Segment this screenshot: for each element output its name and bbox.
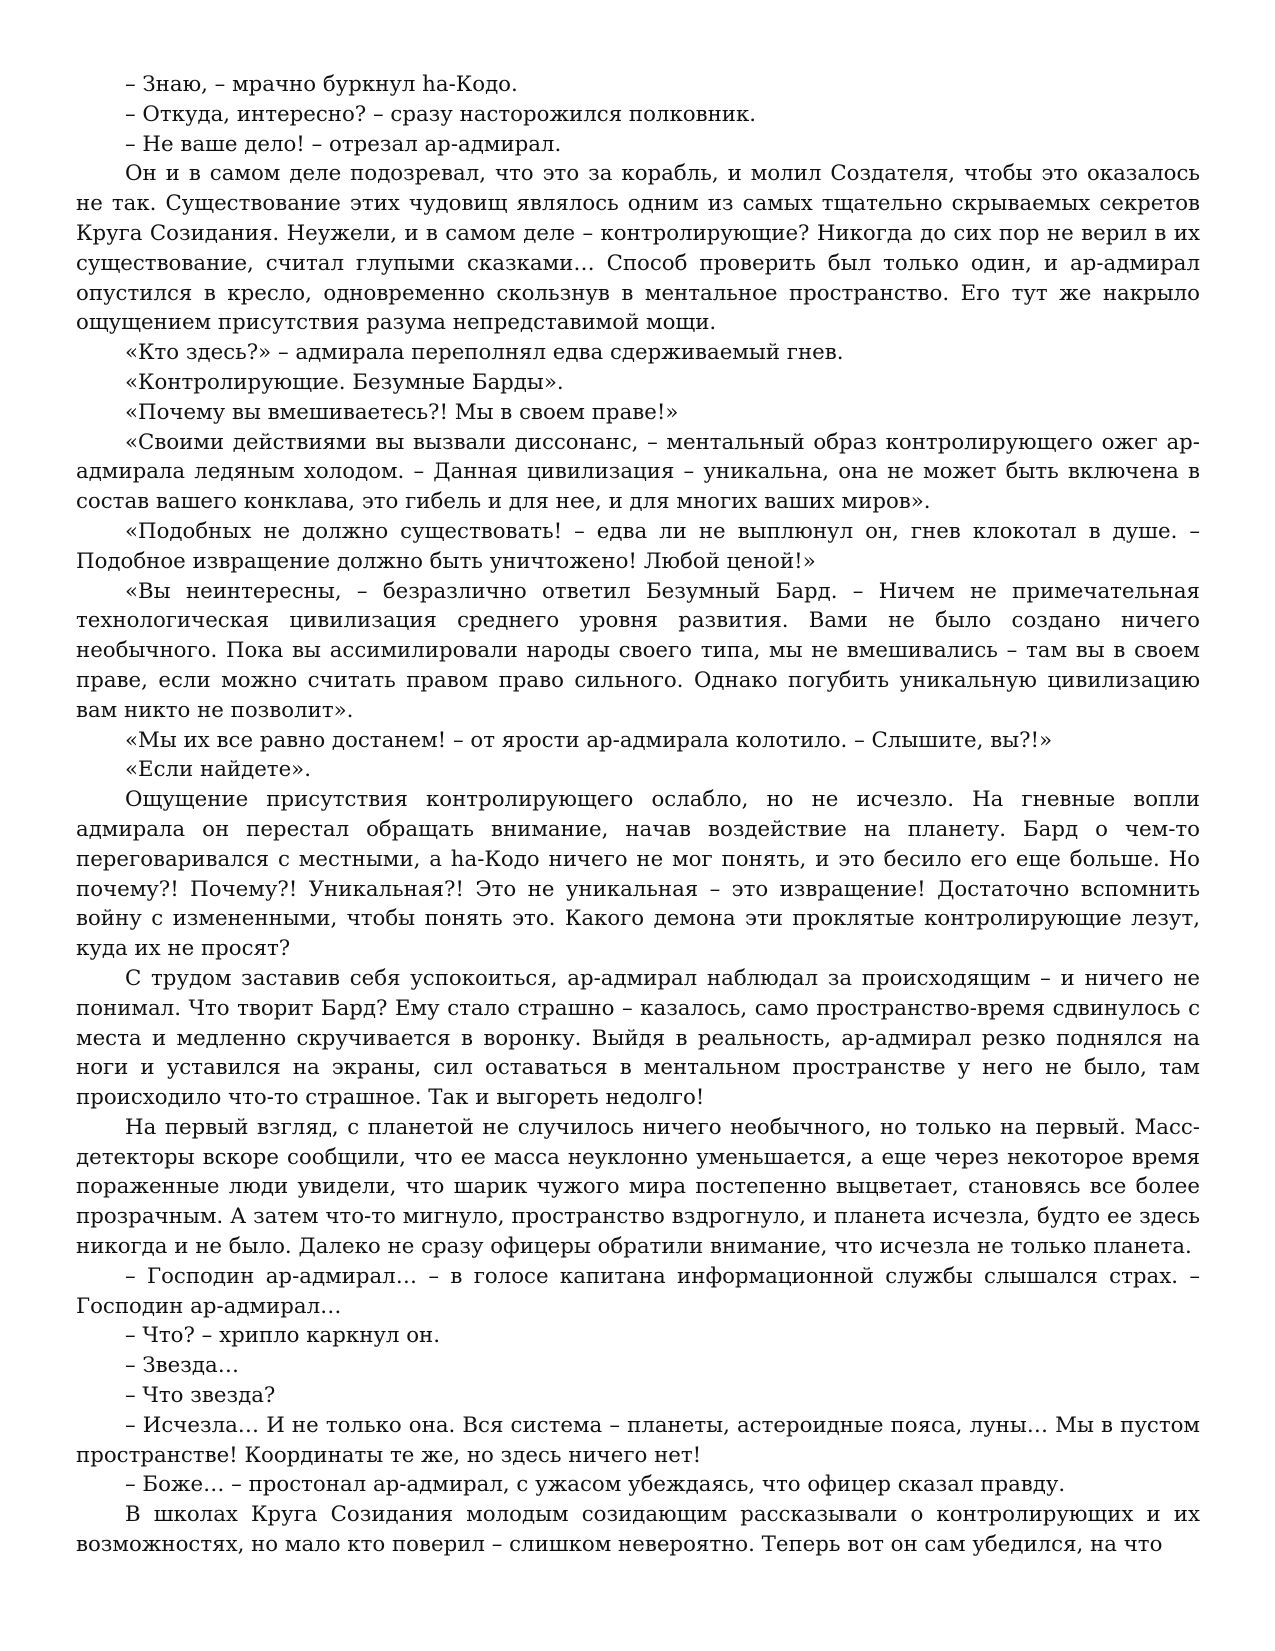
paragraph: – Что звезда? xyxy=(125,1383,276,1409)
paragraph: – Не ваше дело! – отрезал ар-адмирал. xyxy=(125,131,562,157)
paragraph: «Контролирующие. Безумные Барды». xyxy=(125,369,564,395)
paragraph: Он и в самом деле подозревал, что это за корабль, и молил Создателя, чтобы это оказалось не так. Существование этих чудовищ являлось одним из самых тщательно скрываемых секретов Круга Созидания. Неужели, и в самом деле – контролирующие? Никогда до сих пор не верил в их существование, считал глупыми сказками… Способ проверить был только один, и ар-адмирал опустился в кресло, одновременно скользнув в ментальное пространство. Его тут же накрыло ощущением присутствия разума непредставимой мощи. xyxy=(76,161,1200,336)
paragraph: «Мы их все равно достанем! – от ярости ар-адмирала колотило. – Слышите, вы?!» xyxy=(125,727,1053,753)
paragraph: – Звезда… xyxy=(125,1353,240,1379)
paragraph: «Вы неинтересны, – безразлично ответил Безумный Бард. – Ничем не примечательная технологическая цивилизация среднего уровня развития. Вами не было создано ничего необычного. Пока вы ассимилировали народы своего типа, мы не вмешивались – там вы в своем праве, если можно считать правом право сильного. Однако погубить уникальную цивилизацию вам никто не позволит». xyxy=(76,578,1200,723)
paragraph: Ощущение присутствия контролирующего ослабло, но не исчезло. На гневные вопли адмирала он перестал обращать внимание, начав воздействие на планету. Бард о чем-то переговаривался с местными, а ha-Кодо ничего не мог понять, и это бесило его еще больше. Но почему?! Почему?! Уникальная?! Это не уникальная – это извращение! Достаточно вспомнить войну с измененными, чтобы понять это. Какого демона эти проклятые контролирующие лезут, куда их не просят? xyxy=(76,787,1200,962)
paragraph: «Почему вы вмешиваетесь?! Мы в своем праве!» xyxy=(125,399,679,425)
paragraph: «Если найдете». xyxy=(125,757,311,783)
paragraph: «Своими действиями вы вызвали диссонанс, – ментальный образ контролирующего ожег ар-адмирала ледяным холодом. – Данная цивилизация – уникальна, она не может быть включена в состав вашего конклава, это гибель и для нее, и для многих ваших миров». xyxy=(76,429,1200,515)
paragraph: С трудом заставив себя успокоиться, ар-адмирал наблюдал за происходящим – и ничего не понимал. Что творит Бард? Ему стало страшно – казалось, само пространство-время сдвинулось с места и медленно скручивается в воронку. Выйдя в реальность, ар-адмирал резко поднялся на ноги и уставился на экраны, сил оставаться в ментальном пространстве у него не было, там происходило что-то страшное. Так и выгореть недолго! xyxy=(76,965,1200,1111)
paragraph: На первый взгляд, с планетой не случилось ничего необычного, но только на первый. Масс-детекторы вскоре сообщили, что ее масса неуклонно уменьшается, а еще через некоторое время пораженные люди увидели, что шарик чужого мира постепенно выцветает, становясь все более прозрачным. А затем что-то мигнуло, пространство вздрогнуло, и планета исчезла, будто ее здесь никогда и не было. Далеко не сразу офицеры обратили внимание, что исчезла не только планета. xyxy=(76,1114,1200,1260)
paragraph: – Что? – хрипло каркнул он. xyxy=(125,1323,441,1349)
paragraph: В школах Круга Созидания молодым созидающим рассказывали о контролирующих и их возможностях, но мало кто поверил – слишком невероятно. Теперь вот он сам убедился, на что xyxy=(76,1502,1200,1558)
paragraph: – Откуда, интересно? – сразу насторожился полковник. xyxy=(125,101,757,127)
paragraph: – Знаю, – мрачно буркнул ha-Кодо. xyxy=(125,72,518,97)
paragraph: – Господин ар-адмирал… – в голосе капитана информационной службы слышался страх. – Господин ар-адмирал… xyxy=(76,1263,1200,1319)
paragraph: – Боже… – простонал ар-адмирал, с ужасом убеждаясь, что офицер сказал правду. xyxy=(125,1472,1066,1498)
paragraph: «Кто здесь?» – адмирала переполнял едва сдерживаемый гнев. xyxy=(125,340,844,366)
paragraph: «Подобных не должно существовать! – едва ли не выплюнул он, гнев клокотал в душе. – Подобное извращение должно быть уничтожено! Любой ценой!» xyxy=(76,518,1200,574)
document-page xyxy=(76,70,1200,1560)
paragraph: – Исчезла… И не только она. Вся система – планеты, астероидные пояса, луны… Мы в пустом пространстве! Координаты те же, но здесь ничего нет! xyxy=(76,1412,1200,1468)
